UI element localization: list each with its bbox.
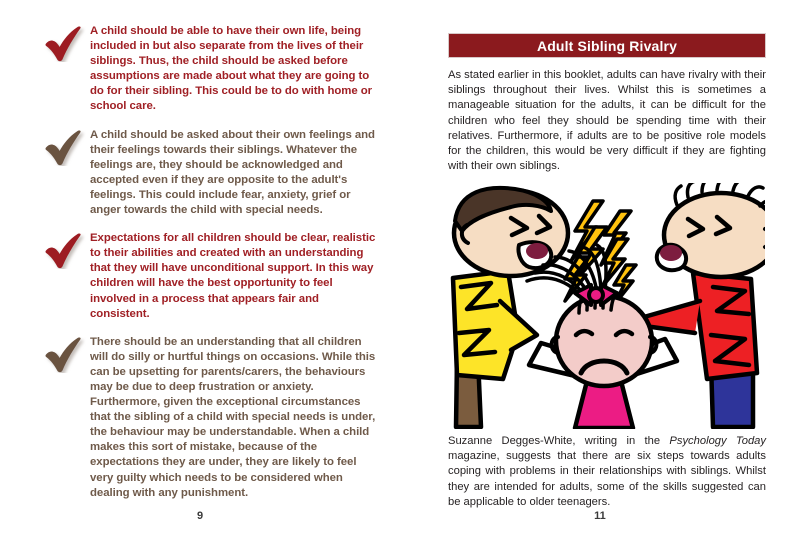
check-mark-icon xyxy=(44,231,90,269)
list-item-text: A child should be asked about their own feelings and their feelings towards their siblings. Whatever the feelings are, they should be acknowledged and accepted even if they are opposite to the adult's feelings. This could include fear, anxiety, grief or anger towards the child with special needs. xyxy=(90,128,375,217)
list-item-text: A child should be able to have their own life, being included in but also separate from the lives of their siblings. Thus, the child should be asked before assumptions are made about what they are going to do for their sibling. This could be to do with home or school care. xyxy=(90,25,373,113)
list-item xyxy=(44,335,376,501)
check-mark-icon xyxy=(44,335,90,373)
intro-paragraph: As stated earlier in this booklet, adults can have rivalry with their siblings throughout their lives. Whilst this is sometimes a manageable situation for the adults, it can be difficult for the children who feel they should be spending time with their relatives. Furthermore, if adults are to be positive role models for the children, this would be very difficult if they are fighting with their own siblings. xyxy=(448,69,766,173)
list-item xyxy=(44,231,376,322)
magazine-title: Psychology Today xyxy=(669,435,766,447)
list-item xyxy=(44,128,376,219)
arguing-adults-with-upset-child-illustration xyxy=(445,183,765,429)
chapter-title-banner xyxy=(448,33,766,58)
page-number: 9 xyxy=(196,510,204,522)
closing-paragraph-before: Suzanne Degges-White, writing in the xyxy=(448,435,670,447)
list-item-text: There should be an understanding that all children will do silly or hurtful things on occasions. While this can be upsetting for parents/carers, the behaviours may be due to deep frustration or anxiety. Furthermore, given the exceptional circumstances that the sibling of a child with special needs is under, the behaviour may be understandable. When a child makes this sort of mistake, because of the expectations they are under, they are likely to feel very guilty which needs to be considered when dealing with any punishment. xyxy=(90,335,376,499)
check-mark-icon xyxy=(44,128,90,166)
bullet-list xyxy=(44,24,376,514)
closing-paragraph-after: magazine, suggests that there are six steps towards adults coping with problems in their relationships with siblings. Whilst they are intended for adults, some of the skills suggested can be applicable to older teenagers. xyxy=(448,450,766,508)
list-item-text: Expectations for all children should be clear, realistic to their abilities and created with an understanding that they will have unconditional support. In this way children will have the best opportunity to feel involved in a process that appears fair and consistent. xyxy=(90,232,376,320)
list-item xyxy=(44,24,376,115)
closing-paragraph xyxy=(448,434,766,510)
page-title: Adult Sibling Rivalry xyxy=(536,37,678,54)
page-number: 11 xyxy=(594,510,606,522)
check-mark-icon xyxy=(44,24,90,62)
